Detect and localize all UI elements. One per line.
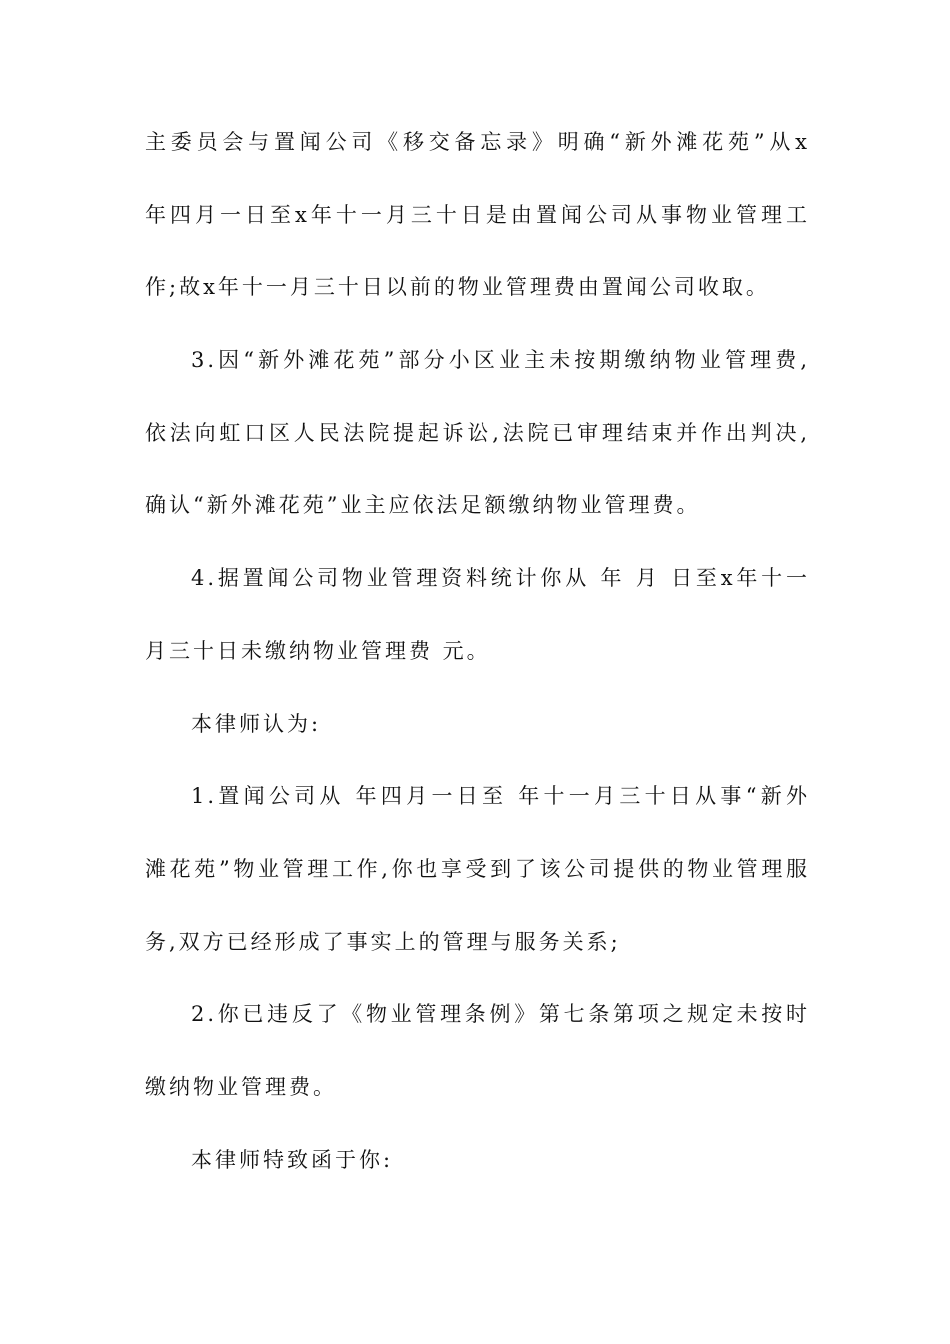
text-line-11: 滩花苑”物业管理工作,你也享受到了该公司提供的物业管理服 bbox=[145, 856, 810, 881]
opinion-2-start: 2.你已违反了《物业管理条例》第七条第项之规定未按时 bbox=[191, 1002, 810, 1027]
closing-heading: 本律师特致函于你: bbox=[191, 1147, 394, 1172]
paragraph-3-start: 3.因“新外滩花苑”部分小区业主未按期缴纳物业管理费, bbox=[191, 348, 810, 373]
text-line-1: 主委员会与置闻公司《移交备忘录》明确“新外滩花苑”从x bbox=[145, 130, 810, 154]
text-line-14: 缴纳物业管理费。 bbox=[145, 1074, 337, 1099]
text-line-5: 依法向虹口区人民法院提起诉讼,法院已审理结束并作出判决, bbox=[145, 420, 810, 445]
text-line-2: 年四月一日至x年十一月三十日是由置闻公司从事物业管理工 bbox=[145, 202, 810, 227]
text-line-3: 作;故x年十一月三十日以前的物业管理费由置闻公司收取。 bbox=[145, 275, 770, 300]
lawyer-opinion-heading: 本律师认为: bbox=[191, 711, 322, 736]
text-line-8: 月三十日未缴纳物业管理费 元。 bbox=[145, 638, 491, 663]
paragraph-4-start: 4.据置闻公司物业管理资料统计你从 年 月 日至x年十一 bbox=[191, 566, 810, 591]
opinion-1-start: 1.置闻公司从 年四月一日至 年十一月三十日从事“新外 bbox=[191, 784, 810, 809]
letter-body bbox=[145, 130, 810, 1220]
text-line-12: 务,双方已经形成了事实上的管理与服务关系; bbox=[145, 929, 621, 954]
text-line-6: 确认“新外滩花苑”业主应依法足额缴纳物业管理费。 bbox=[145, 493, 701, 518]
